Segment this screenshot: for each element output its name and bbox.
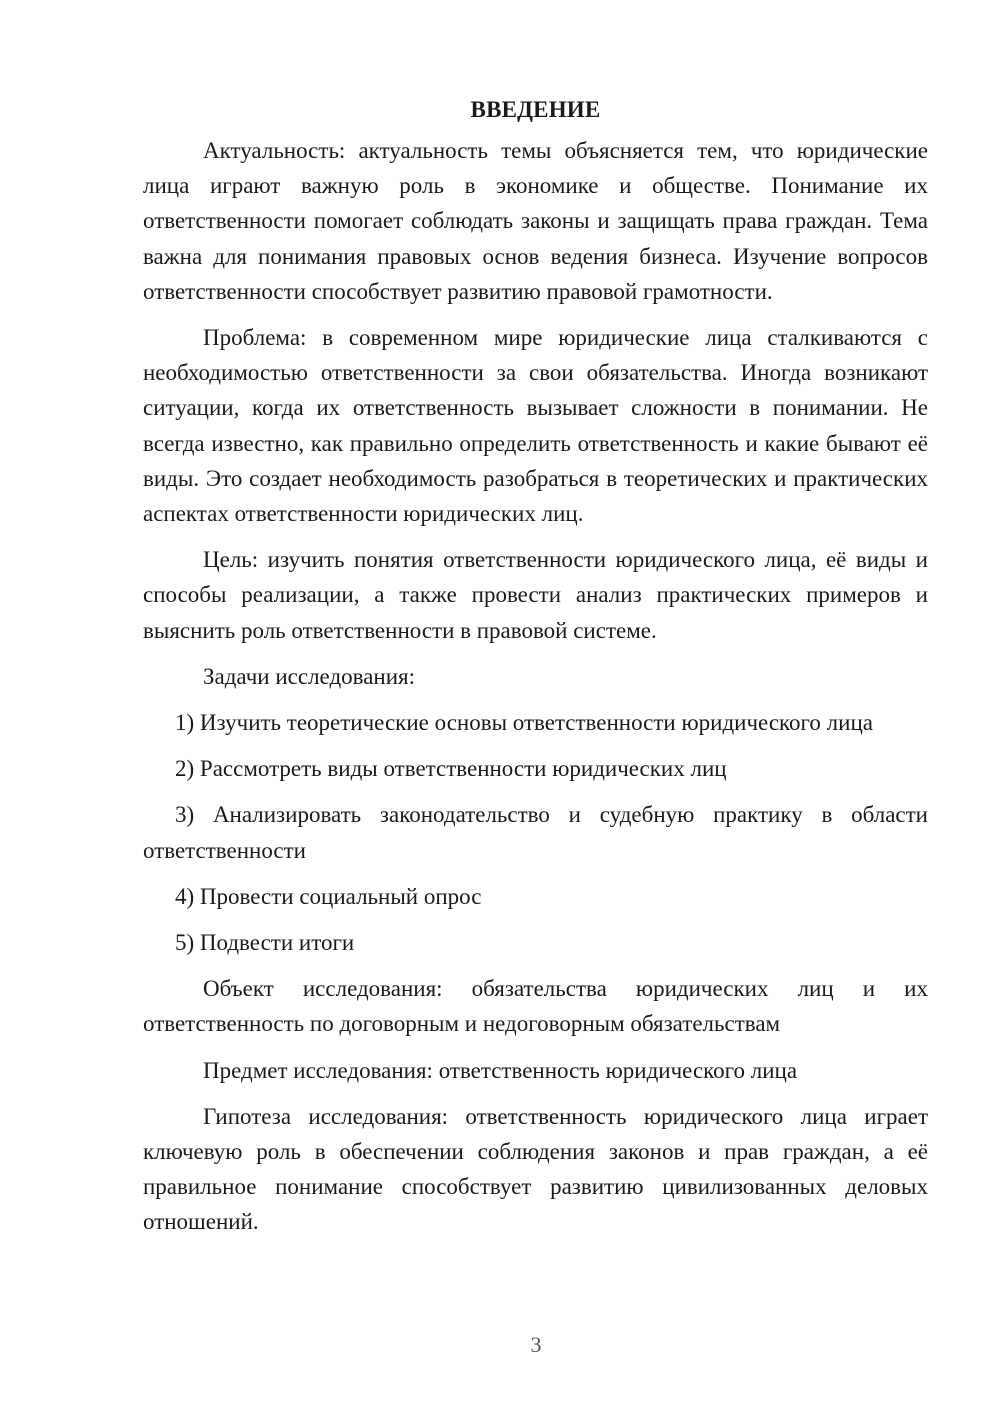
task-item-3: 3) Анализировать законодательство и судебную практику в области ответственности xyxy=(143,802,928,863)
page-number: 3 xyxy=(530,1332,542,1357)
paragraph-object: Объект исследования: обязательства юридических лиц и их ответственность по договорным и недоговорным обязательствам xyxy=(143,976,928,1037)
task-item-1: 1) Изучить теоретические основы ответственности юридического лица xyxy=(175,710,873,736)
paragraph-goal: Цель: изучить понятия ответственности юридического лица, её виды и способы реализации, а также провести анализ практических примеров и выяснить роль ответственности в правовой системе. xyxy=(143,547,928,643)
task-item-4: 4) Провести социальный опрос xyxy=(175,883,482,909)
section-heading: ВВЕДЕНИЕ xyxy=(470,97,601,122)
paragraph-hypothesis: Гипотеза исследования: ответственность юридического лица играет ключевую роль в обеспечении соблюдения законов и прав граждан, а её правильное понимание способствует развитию цивилизованных деловых отношений. xyxy=(143,1103,928,1235)
task-item-5: 5) Подвести итоги xyxy=(175,930,355,956)
paragraph-relevance: Актуальность: актуальность темы объясняется тем, что юридические лица играют важную роль в экономике и обществе. Понимание их ответственности помогает соблюдать законы и защищать права граждан. Тема важна для понимания правовых основ ведения бизнеса. Изучение вопросов ответственности способствует развитию правовой грамотности. xyxy=(143,138,928,304)
paragraph-problem: Проблема: в современном мире юридические лица сталкиваются с необходимостью ответственности за свои обязательства. Иногда возникают ситуации, когда их ответственность вызывает сложности в понимании. Не всегда известно, как правильно определить ответственность и какие бывают её виды. Это создает необходимость разобраться в теоретических и практических аспектах ответственности юридических лиц. xyxy=(143,325,928,527)
paragraph-tasks-title: Задачи исследования: xyxy=(203,663,416,689)
document-page xyxy=(143,92,928,1251)
paragraph-subject: Предмет исследования: ответственность юридического лица xyxy=(203,1057,798,1083)
task-item-2: 2) Рассмотреть виды ответственности юридических лиц xyxy=(175,756,727,782)
